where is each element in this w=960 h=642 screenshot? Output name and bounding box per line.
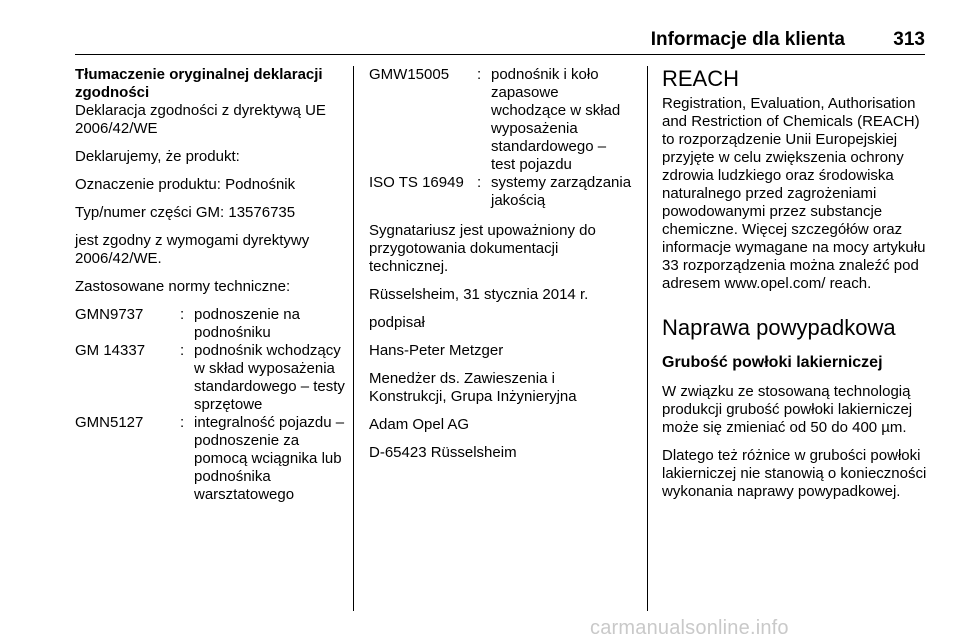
- place-date: Rüsselsheim, 31 stycznia 2014 r.: [369, 286, 589, 303]
- signatory-name: Hans-Peter Metzger: [369, 342, 504, 359]
- standard-separator: :: [180, 306, 185, 323]
- standard-row: [75, 342, 345, 414]
- signatory-statement: Sygnatariusz jest upoważniony do przygotowania dokumentacji technicznej.: [369, 222, 596, 275]
- company-address: D-65423 Rüsselsheim: [369, 444, 517, 461]
- paint-thickness-para: W związku ze stosowaną technologią produkcji grubość powłoki lakierniczej może się zmieniać od 50 do 400 µm.: [662, 383, 913, 436]
- paint-difference-para: Dlatego też różnice w grubości powłoki lakierniczej nie stanowią o konieczności wykonania naprawy powypadkowej.: [662, 447, 927, 500]
- standard-separator: :: [180, 414, 185, 431]
- standard-code: GM 14337: [75, 342, 146, 359]
- reach-heading: REACH: [662, 66, 740, 91]
- standard-separator: :: [477, 174, 482, 191]
- column-divider-1: [353, 66, 354, 611]
- product-designation: Oznaczenie produktu: Podnośnik: [75, 176, 296, 193]
- column-signatory: [369, 66, 634, 472]
- column-reach: [662, 66, 932, 511]
- standard-separator: :: [477, 66, 482, 83]
- standard-description: podnośnik i koło zapasowe wchodzące w skład wyposażenia standardowego – test pojazdu: [491, 66, 621, 173]
- column-declaration: [75, 66, 345, 504]
- standard-description: podnośnik wchodzący w skład wyposażenia standardowego – testy sprzętowe: [194, 342, 345, 413]
- declaration-statement: Deklarujemy, że produkt:: [75, 148, 240, 165]
- standard-code: GMN5127: [75, 414, 144, 431]
- declaration-heading: Tłumaczenie oryginalnej deklaracji zgodności: [75, 66, 323, 101]
- page-number: 313: [893, 29, 925, 50]
- column-divider-2: [647, 66, 648, 611]
- standard-code: GMW15005: [369, 66, 450, 83]
- standard-row: [369, 66, 634, 174]
- conformity-statement: jest zgodny z wymogami dyrektywy 2006/42/WE.: [75, 232, 310, 267]
- standard-description: podnoszenie na podnośniku: [194, 306, 300, 341]
- standard-description: integralność pojazdu – podnoszenie za pomocą wciągnika lub podnośnika warsztatowego: [194, 414, 345, 503]
- standard-code: ISO TS 16949: [369, 174, 464, 191]
- signatory-role: Menedżer ds. Zawieszenia i Konstrukcji, Grupa Inżynieryjna: [369, 370, 577, 405]
- company-name: Adam Opel AG: [369, 416, 470, 433]
- standard-row: [75, 414, 345, 504]
- section-heading: Naprawa powypadkowa: [662, 315, 896, 340]
- subsection-heading: Grubość powłoki lakierniczej: [662, 354, 883, 371]
- page-header: [75, 26, 925, 55]
- standards-label: Zastosowane normy techniczne:: [75, 278, 291, 295]
- reach-text: Registration, Evaluation, Authorisation and Restriction of Chemicals (REACH) to rozporządzenie Unii Europejskiej przyjęte w celu zwiększenia ochrony zdrowia ludzkiego oraz środowiska naturalnego przed zagrożeniami powodowanymi przez substancje chemiczne. Więcej szczegółów oraz informacje wymagane na mocy artykułu 33 rozporządzenia można znaleźć pod adresem www.opel.com/ reach.: [662, 95, 926, 292]
- standard-row: [369, 174, 634, 210]
- standard-code: GMN9737: [75, 306, 144, 323]
- declaration-intro: Deklaracja zgodności z dyrektywą UE 2006/42/WE: [75, 102, 326, 137]
- watermark: carmanualsonline.info: [590, 617, 789, 639]
- header-title: Informacje dla klienta: [650, 29, 845, 50]
- signed-label: podpisał: [369, 314, 425, 331]
- part-number: Typ/numer części GM: 13576735: [75, 204, 296, 221]
- standard-separator: :: [180, 342, 185, 359]
- standard-description: systemy zarządzania jakością: [491, 174, 632, 209]
- standard-row: [75, 306, 345, 342]
